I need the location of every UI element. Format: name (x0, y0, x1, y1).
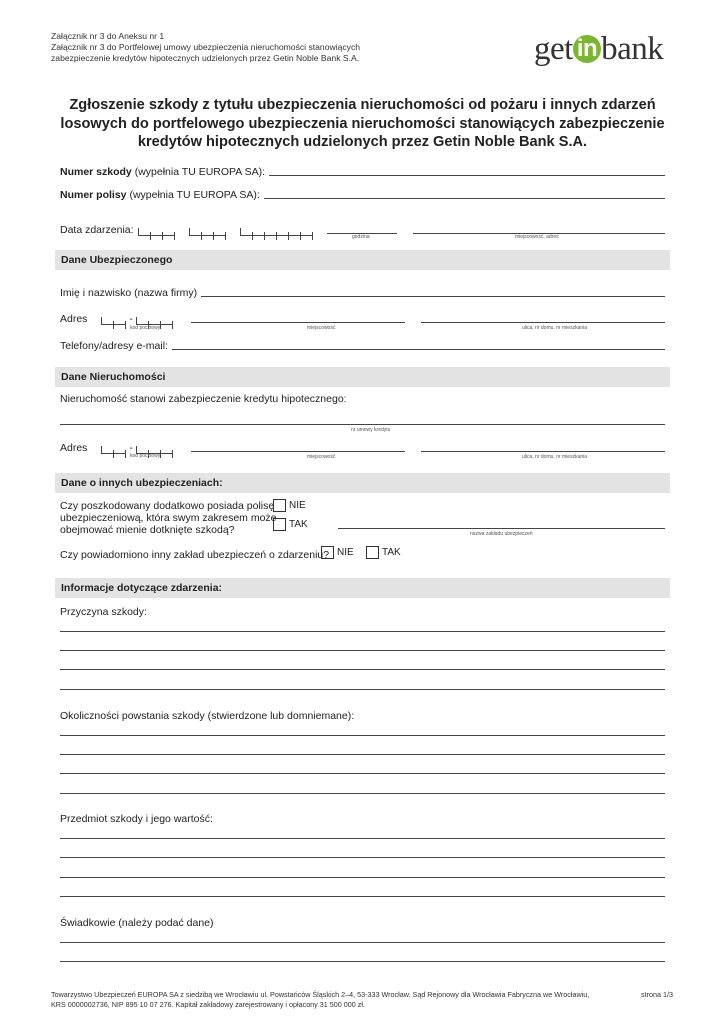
policy-number-field[interactable] (264, 198, 665, 199)
footer-line-1: Towarzystwo Ubezpieczeń EUROPA SA z siedzibą we Wrocławiu ul. Powstańców Śląskich 2–4, 53-333 Wrocław. Sąd Rejonowy dla Wrocławia Fabryczna we Wrocławiu, (51, 990, 590, 999)
subject-line-2[interactable] (60, 857, 665, 858)
insured-street-field[interactable] (421, 322, 665, 323)
witnesses-label: Świadkowie (należy podać dane) (60, 917, 214, 929)
property-address-row: Adres - (60, 442, 665, 454)
insured-street-caption: ulica, nr domu, nr mieszkania (522, 325, 588, 331)
annex-reference (51, 31, 360, 64)
insured-postal-caption: kod pocztowy (130, 325, 161, 331)
property-postal-1[interactable] (101, 446, 126, 454)
collateral-label: Nieruchomość stanowi zabezpieczenie kredytu hipotecznego: (60, 393, 347, 405)
cause-line-1[interactable] (60, 631, 665, 632)
insurer-name-field[interactable] (338, 528, 665, 529)
insured-address-label: Adres (60, 313, 88, 325)
circumstances-line-3[interactable] (60, 773, 665, 774)
q1-no-option[interactable] (273, 499, 306, 512)
event-date-label: Data zdarzenia: (60, 224, 134, 236)
cause-line-4[interactable] (60, 689, 665, 690)
q1-no-label: NIE (289, 500, 306, 512)
annex-line-1: Załącznik nr 3 do Aneksu nr 1 (51, 31, 165, 41)
annex-line-2: Załącznik nr 3 do Portfelowej umowy ubezpieczenia nieruchomości stanowiących (51, 42, 361, 52)
cause-line-2[interactable] (60, 650, 665, 651)
hour-caption: godzina (352, 234, 370, 240)
circumstances-label: Okoliczności powstania szkody (stwierdzone lub domniemane): (60, 710, 355, 722)
policy-number-note: (wypełnia TU EUROPA SA): (126, 189, 260, 201)
policy-number-row (60, 189, 665, 201)
property-street-field[interactable] (421, 451, 665, 452)
q1-line-3: obejmować mienie dotknięte szkodą? (60, 524, 235, 536)
event-year-field[interactable] (240, 226, 313, 236)
loan-caption: nr umowy kredytu (351, 427, 391, 433)
logo-post: bank (601, 31, 664, 67)
q1-yes-option[interactable] (273, 518, 308, 531)
property-city-field[interactable] (191, 451, 405, 452)
subject-line-4[interactable] (60, 896, 665, 897)
policy-number-label: Numer polisy (60, 189, 127, 201)
cause-label: Przyczyna szkody: (60, 606, 147, 618)
q2-yes-option[interactable] (366, 546, 401, 559)
q2-no-option[interactable] (321, 546, 354, 559)
insured-contact-label: Telefony/adresy e-mail: (60, 340, 168, 352)
event-month-field[interactable] (189, 226, 226, 236)
footer-line-2: KRS 0000002736, NIP 895 10 07 276. Kapitał zakładowy zarejestrowany i opłacony 31 500 000 zł. (51, 1000, 365, 1009)
property-city-caption: miejscowość (307, 454, 336, 460)
insured-contact-field[interactable] (172, 349, 665, 350)
cause-line-3[interactable] (60, 669, 665, 670)
claim-number-row (60, 166, 665, 178)
insured-postal-1[interactable] (101, 317, 126, 325)
q1-line-2: ubezpieczeniową, która swym zakresem może (60, 512, 277, 524)
witnesses-line-1[interactable] (60, 942, 665, 943)
subject-line-1[interactable] (60, 838, 665, 839)
q2-yes-label: TAK (382, 547, 401, 559)
q2-no-checkbox[interactable] (321, 546, 334, 559)
property-street-caption: ulica, nr domu, nr mieszkania (522, 454, 588, 460)
event-day-field[interactable] (138, 226, 175, 236)
footer-legal (51, 990, 631, 1010)
insured-city-field[interactable] (191, 322, 405, 323)
section-event-info: Informacje dotyczące zdarzenia: (55, 578, 670, 598)
q2-label: Czy powiadomiono inny zakład ubezpieczeń o zdarzeniu? (60, 549, 330, 561)
q2-no-label: NIE (337, 547, 354, 559)
subject-label: Przedmiot szkody i jego wartość: (60, 813, 213, 825)
insurer-caption: nazwa zakładu ubezpieczeń (470, 531, 533, 537)
property-postal-caption: kod pocztowy (130, 453, 161, 459)
circumstances-line-2[interactable] (60, 754, 665, 755)
q2-yes-checkbox[interactable] (366, 546, 379, 559)
q1-yes-checkbox[interactable] (273, 518, 286, 531)
circumstances-line-1[interactable] (60, 735, 665, 736)
insured-postal-2[interactable] (136, 317, 173, 325)
section-other-insurance: Dane o innych ubezpieczeniach: (55, 473, 670, 493)
witnesses-line-2[interactable] (60, 961, 665, 962)
logo-pre: get (534, 31, 573, 67)
claim-number-note: (wypełnia TU EUROPA SA): (131, 166, 266, 178)
place-caption: miejscowość, adres (515, 234, 559, 240)
insured-name-label: Imię i nazwisko (nazwa firmy) (60, 287, 198, 299)
q1-no-checkbox[interactable] (273, 499, 286, 512)
property-address-label: Adres (60, 442, 88, 454)
claim-number-field[interactable] (269, 175, 665, 176)
form-title: Zgłoszenie szkody z tytułu ubezpieczenia nieruchomości od pożaru i innych zdarzeń losowych do portfelowego ubezpieczenia nieruchomości stanowiących zabezpieczenie kredytów hipotecznych udzielonych przez Getin Noble Bank S.A. (60, 97, 665, 150)
getin-bank-logo (534, 31, 663, 68)
section-property: Dane Nieruchomości (55, 367, 670, 387)
q1-line-1: Czy poszkodowany dodatkowo posiada polisę (60, 500, 275, 512)
section-insured: Dane Ubezpieczonego (55, 250, 670, 270)
insured-city-caption: miejscowość (307, 325, 336, 331)
circumstances-line-4[interactable] (60, 793, 665, 794)
loan-number-field[interactable] (60, 424, 665, 425)
insured-address-row: Adres - (60, 313, 665, 325)
insured-name-field[interactable] (201, 296, 665, 297)
other-policy-question (60, 500, 277, 536)
logo-in-circle: in (573, 35, 601, 63)
q1-yes-label: TAK (289, 519, 308, 531)
claim-number-label: Numer szkody (60, 166, 132, 178)
annex-line-3: zabezpieczenie kredytów hipotecznych udzielonych przez Getin Noble Bank S.A. (51, 53, 360, 63)
subject-line-3[interactable] (60, 877, 665, 878)
page-number: strona 1/3 (641, 990, 673, 999)
insured-name-row (60, 287, 665, 299)
insured-contact-row (60, 340, 665, 352)
